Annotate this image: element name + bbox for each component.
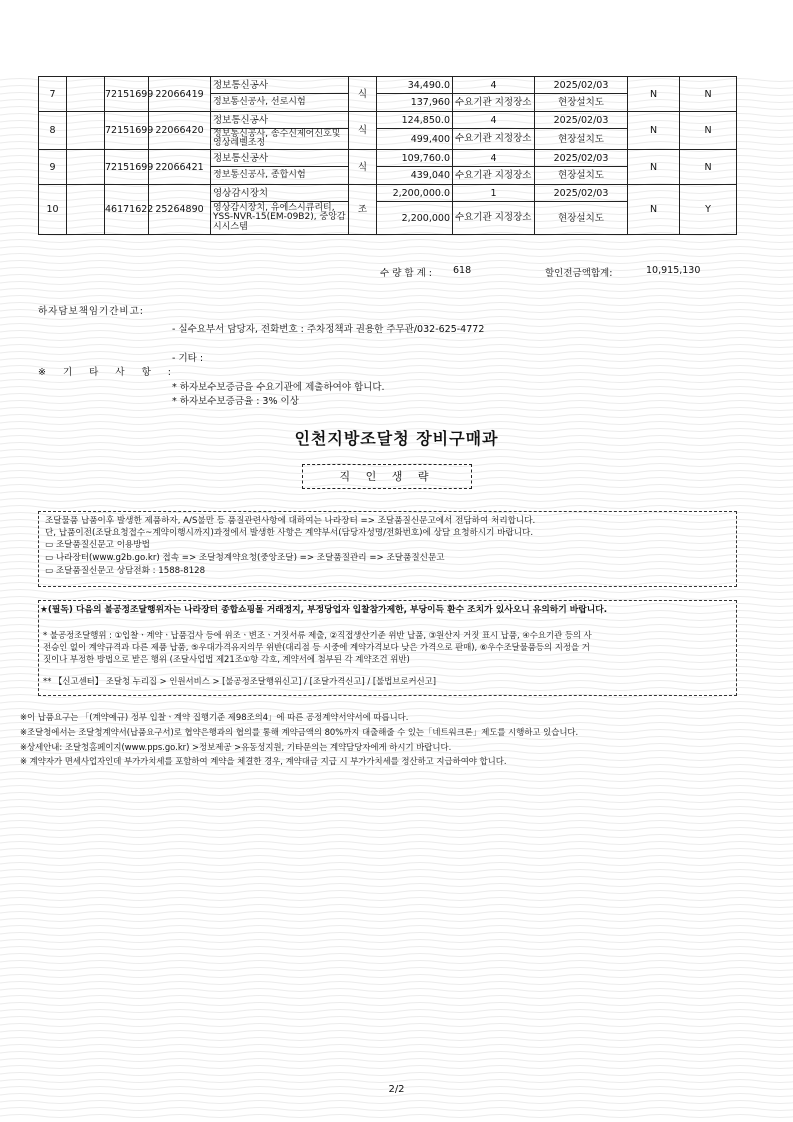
flag-1: N [628, 185, 680, 235]
quality-line: 조달물품 납품이후 발생한 제품하자, A/S불만 등 품질관련사항에 대하여는 나라장터 => 조달품질신문고에서 전담하여 처리합니다. [45, 516, 536, 526]
quantity: 4 [453, 112, 535, 129]
class-code: 46171622 [105, 185, 149, 235]
qty-total-value: 618 [453, 265, 472, 276]
qty-total-label: 수 량 합 계 : [380, 268, 432, 279]
item-name: 영상감시장치 [211, 185, 349, 202]
install-condition: 현장설치도 [535, 202, 628, 235]
other-matters-label: ※ 기 타 사 항 : [38, 367, 171, 378]
quality-line: 단, 납품이전(조달요청접수~계약이행시까지)과정에서 발생한 사항은 계약부서(담당자성명/전화번호)에 상담 요청하시기 바랍니다. [45, 528, 534, 538]
quantity: 1 [453, 185, 535, 202]
office-title: 인천지방조달청 장비구매과 [294, 429, 499, 448]
row-number: 10 [39, 185, 67, 235]
delivery-place: 수요기관 지정장소 [453, 167, 535, 185]
row-blank [67, 185, 105, 235]
row-blank [67, 150, 105, 185]
flag-2: N [680, 112, 737, 150]
unit-price: 2,200,000.0 [377, 185, 453, 202]
flag-1: N [628, 112, 680, 150]
amount: 2,200,000 [377, 202, 453, 235]
unit: 식 [349, 112, 377, 150]
item-spec: 정보통신공사, 송수신제어신호및영상레벨조정 [211, 129, 349, 150]
delivery-place: 수요기관 지정장소 [453, 129, 535, 150]
warning-line: 짓이나 부정한 방법으로 받은 행위 (조달사업법 제21조①항 각호, 계약서에 첨부된 각 계약조건 위반) [43, 654, 410, 664]
flag-2: N [680, 77, 737, 112]
amount: 439,040 [377, 167, 453, 185]
quality-notice-box [38, 511, 737, 587]
unit-price: 109,760.0 [377, 150, 453, 167]
contact-line: - 실수요부서 담당자, 전화번호 : 주차정책과 권용한 주무관/032-625-4772 [172, 324, 485, 335]
unit: 조 [349, 185, 377, 235]
row-number: 7 [39, 77, 67, 112]
note-bullet-1: * 하자보수보증금을 수요기관에 제출하여야 합니다. [172, 382, 385, 393]
footer-note: ※이 납품요구는 「(계약예규) 정부 입찰ㆍ계약 집행기준 제98조의4」에 따른 공정계약서약서에 따릅니다. [20, 712, 409, 722]
delivery-date: 2025/02/03 [535, 77, 628, 94]
amount: 499,400 [377, 129, 453, 150]
flag-1: N [628, 77, 680, 112]
table-row [39, 150, 737, 167]
seal-omitted-box: 직 인 생 략 [302, 464, 472, 489]
delivery-date: 2025/02/03 [535, 112, 628, 129]
class-code: 72151699 [105, 112, 149, 150]
amount-total-label: 할인전금액합계: [545, 268, 613, 279]
item-spec: 정보통신공사, 종합시험 [211, 167, 349, 185]
quality-line: ▭ 조달품질신문고 상담전화 : 1588-8128 [45, 566, 206, 576]
unit: 식 [349, 77, 377, 112]
unit: 식 [349, 150, 377, 185]
item-name: 정보통신공사 [211, 112, 349, 129]
unfair-procurement-warning-box [38, 600, 737, 696]
footer-note: ※조달청에서는 조달청계약서(납품요구서)로 협약은행과의 협의를 통해 계약금액의 80%까지 대출해줄 수 있는「네트워크론」제도를 시행하고 있습니다. [20, 727, 579, 737]
delivery-date: 2025/02/03 [535, 185, 628, 202]
unit-price: 124,850.0 [377, 112, 453, 129]
table-row [39, 112, 737, 129]
item-spec: 영상감시장치, 유에스시큐리티, YSS-NVR-15(EM-09B2), 중앙감시시스템 [211, 202, 349, 235]
quality-line: ▭ 조달품질신문고 이용방법 [45, 540, 150, 550]
delivery-place: 수요기관 지정장소 [453, 202, 535, 235]
warranty-label: 하자담보책임기간비고: [38, 306, 144, 317]
install-condition: 현장설치도 [535, 129, 628, 150]
row-number: 8 [39, 112, 67, 150]
flag-1: N [628, 150, 680, 185]
row-blank [67, 112, 105, 150]
report-center-line: ** 【신고센터】 조달청 누리집 > 인원서비스 > [불공정조달행위신고] / [조달가격신고] / [불법브로커신고] [43, 676, 437, 686]
item-name: 정보통신공사 [211, 77, 349, 94]
item-id: 22066419 [149, 77, 211, 112]
quantity: 4 [453, 77, 535, 94]
item-name: 정보통신공사 [211, 150, 349, 167]
flag-2: Y [680, 185, 737, 235]
warning-line: 전승인 없이 계약규격과 다른 제품 납품, ⑤우대가격유지의무 위반(대리점 등 시중에 계약가격보다 낮은 가격으로 판매), ⑥우수조달물품등의 지정을 거 [43, 642, 590, 652]
note-bullet-2: * 하자보수보증금율 : 3% 이상 [172, 396, 299, 407]
etc-line: - 기타 : [172, 353, 204, 364]
flag-2: N [680, 150, 737, 185]
table-row [39, 77, 737, 94]
item-id: 22066421 [149, 150, 211, 185]
amount-total-value: 10,915,130 [646, 265, 701, 276]
row-blank [67, 77, 105, 112]
install-condition: 현장설치도 [535, 94, 628, 112]
footer-note: ※상세안내: 조달청홈페이지(www.pps.go.kr) >정보제공 >유동성지원, 기타문의는 계약담당자에게 하시기 바랍니다. [20, 742, 452, 752]
delivery-date: 2025/02/03 [535, 150, 628, 167]
class-code: 72151699 [105, 150, 149, 185]
page-number: 2/2 [388, 1084, 405, 1095]
item-id: 22066420 [149, 112, 211, 150]
install-condition: 현장설치도 [535, 167, 628, 185]
row-number: 9 [39, 150, 67, 185]
delivery-place: 수요기관 지정장소 [453, 94, 535, 112]
unit-price: 34,490.0 [377, 77, 453, 94]
table-row [39, 185, 737, 202]
item-id: 25264890 [149, 185, 211, 235]
warning-title: ★(필독) 다음의 불공정조달행위자는 나라장터 종합쇼핑몰 거래정지, 부정당업자 입찰참가제한, 부당이득 환수 조치가 있사오니 유의하기 바랍니다. [40, 605, 608, 615]
amount: 137,960 [377, 94, 453, 112]
footer-note: ※ 계약자가 면세사업자인데 부가가치세를 포함하여 계약을 체결한 경우, 계약대금 지급 시 부가가치세를 정산하고 지급하여야 합니다. [20, 756, 507, 766]
class-code: 72151699 [105, 77, 149, 112]
quality-line: ▭ 나라장터(www.g2b.go.kr) 접속 => 조달청계약요청(중앙조달) => 조달품질관리 => 조달품질신문고 [45, 553, 445, 563]
quantity: 4 [453, 150, 535, 167]
warning-line: * 불공정조달행위 : ①입찰ㆍ계약ㆍ납품검사 등에 위조ㆍ변조ㆍ거짓서류 제출, ②직접생산기준 위반 납품, ③원산지 거짓 표시 납품, ④수요기관 등의 사 [43, 630, 592, 640]
item-table [38, 76, 737, 235]
item-spec: 정보통신공사, 선로시험 [211, 94, 349, 112]
